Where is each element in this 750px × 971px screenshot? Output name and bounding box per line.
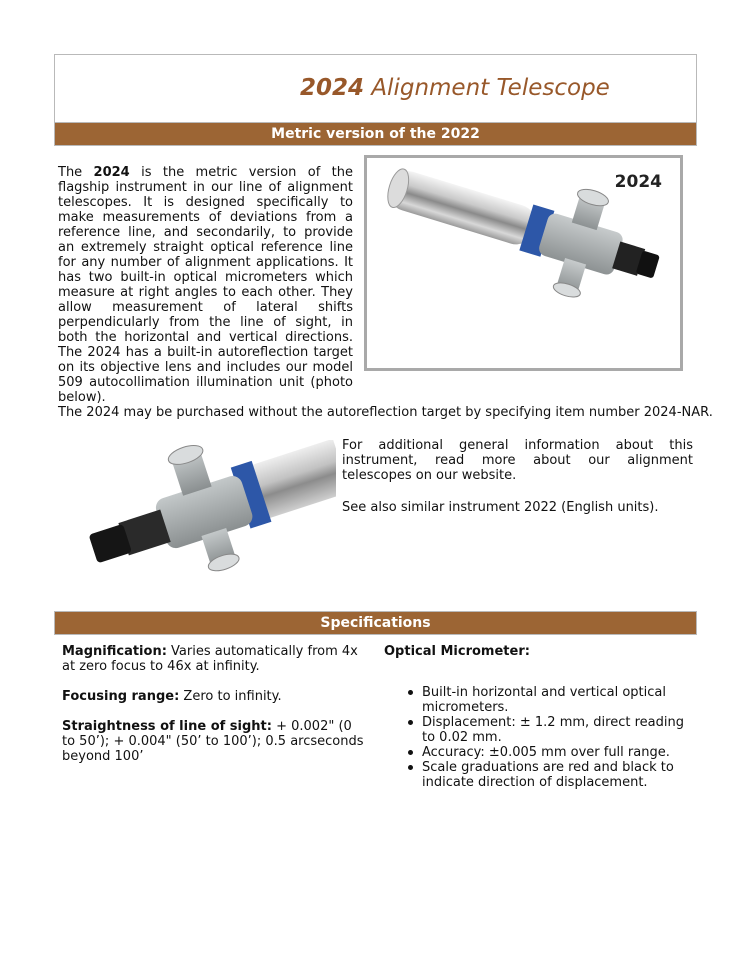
section-band-specifications: Specifications bbox=[54, 611, 697, 635]
specs-left-column bbox=[62, 644, 367, 764]
spec-label: Magnification: bbox=[62, 644, 167, 659]
spec-micrometer-label: Optical Micrometer: bbox=[384, 644, 530, 659]
spec-value: + 0.002" (0 to 50’); + 0.004" (50’ to 100’); 0.5 arcseconds beyond 100’ bbox=[62, 719, 364, 764]
list-item: Scale graduations are red and black to indicate direction of displacement. bbox=[384, 760, 694, 790]
specs-right-column bbox=[384, 644, 694, 790]
intro-rest: is the metric version of the flagship instrument in our line of alignment telescopes. It is designed specifically to make measurements of deviations from a reference line, and secondarily, to provide an extremely straight optical reference line for any number of alignment applications. It has two built-in optical micrometers which measure at right angles to each other. They allow measurement of lateral shifts perpendicularly from the line of sight, in both the horizontal and vertical directions. The 2024 has a built-in autoreflection target on its objective lens and includes our model 509 autocollimation illumination unit (photo below). bbox=[58, 165, 353, 405]
intro-paragraph bbox=[58, 165, 353, 405]
list-item: Displacement: ± 1.2 mm, direct reading to 0.02 mm. bbox=[384, 715, 694, 745]
title-text: Alignment Telescope bbox=[364, 75, 610, 101]
section-band-metric: Metric version of the 2022 bbox=[54, 122, 697, 146]
more-info-paragraph: For additional general information about this instrument, read more about our alignment telescopes on our website. bbox=[342, 438, 693, 483]
spec-label: Focusing range: bbox=[62, 689, 180, 704]
eyepiece-illustration bbox=[62, 440, 336, 600]
nar-note: The 2024 may be purchased without the autoreflection target by specifying item number 2024-NAR. bbox=[58, 405, 713, 420]
list-item: Built-in horizontal and vertical optical micrometers. bbox=[384, 685, 694, 715]
spec-straightness bbox=[62, 719, 367, 764]
title-box bbox=[54, 54, 697, 123]
spec-value: Varies automatically from 4x at zero focus to 46x at infinity. bbox=[62, 644, 358, 674]
spec-label: Straightness of line of sight: bbox=[62, 719, 272, 734]
title-model: 2024 bbox=[300, 75, 365, 101]
see-also-paragraph: See also similar instrument 2022 (English units). bbox=[342, 500, 659, 515]
micrometer-list bbox=[384, 685, 694, 790]
eyepiece-photo bbox=[62, 440, 336, 600]
photo-label: 2024 bbox=[614, 172, 662, 192]
intro-pre: The bbox=[58, 165, 94, 180]
spec-value: Zero to infinity. bbox=[179, 689, 282, 704]
spec-focusing bbox=[62, 689, 367, 704]
page-title bbox=[300, 75, 610, 101]
spec-magnification bbox=[62, 644, 367, 674]
intro-model: 2024 bbox=[93, 165, 130, 180]
list-item: Accuracy: ±0.005 mm over full range. bbox=[384, 745, 694, 760]
telescope-photo bbox=[364, 155, 683, 371]
